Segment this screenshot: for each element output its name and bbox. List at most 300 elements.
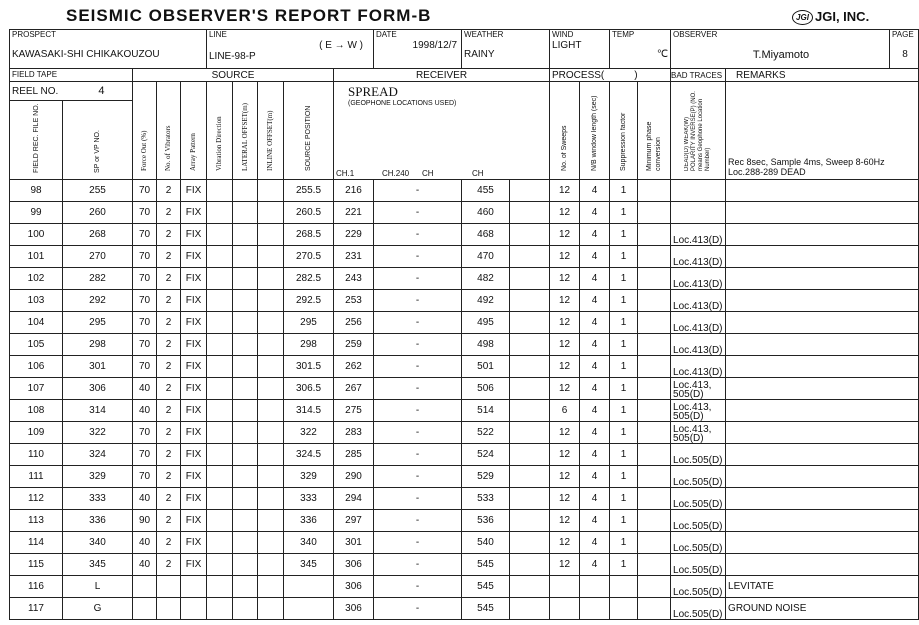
array-cell: FIX	[181, 488, 207, 510]
sweeps-cell: 12	[550, 532, 580, 554]
inline-cell	[258, 466, 284, 488]
temp-cell	[610, 30, 671, 69]
vib-dir-cell	[207, 400, 233, 422]
force-cell: 70	[133, 356, 157, 378]
sweeps-cell: 12	[550, 510, 580, 532]
vibrators-cell: 2	[157, 334, 181, 356]
file-no-cell: 104	[10, 312, 63, 334]
col-force: Force Out (%)	[140, 130, 148, 171]
table-row	[10, 268, 919, 290]
sp-no-cell: 345	[63, 554, 133, 576]
vib-dir-cell	[207, 334, 233, 356]
vib-dir-cell	[207, 202, 233, 224]
min-phase-cell	[638, 554, 671, 576]
table-row	[10, 334, 919, 356]
process-section: PROCESS( )	[550, 69, 671, 82]
array-cell: FIX	[181, 180, 207, 202]
vibrators-cell	[157, 598, 181, 620]
position-cell: 322	[284, 422, 334, 444]
position-cell: 324.5	[284, 444, 334, 466]
weather-cell	[462, 30, 550, 69]
bad-traces-cell: Loc.413(D)	[671, 224, 726, 246]
ch1-cell: 306	[334, 598, 374, 620]
file-no-cell: 106	[10, 356, 63, 378]
table-row	[10, 488, 919, 510]
dash-cell: -	[374, 180, 462, 202]
ch1-cell: 297	[334, 510, 374, 532]
remark-cell	[726, 224, 919, 246]
sweeps-cell	[550, 598, 580, 620]
table-row	[10, 378, 919, 400]
position-cell	[284, 598, 334, 620]
ch240-cell: 468	[462, 224, 510, 246]
suppression-cell: 1	[610, 422, 638, 444]
remark-cell	[726, 268, 919, 290]
array-cell	[181, 598, 207, 620]
lateral-cell	[233, 554, 258, 576]
file-no-cell: 100	[10, 224, 63, 246]
ch1-cell: 253	[334, 290, 374, 312]
lateral-cell	[233, 444, 258, 466]
inline-cell	[258, 576, 284, 598]
sweeps-cell: 12	[550, 202, 580, 224]
force-cell: 40	[133, 400, 157, 422]
lateral-cell	[233, 422, 258, 444]
sp-no-cell: 333	[63, 488, 133, 510]
inline-cell	[258, 202, 284, 224]
ch1-cell: 256	[334, 312, 374, 334]
observer-label: OBSERVER	[673, 30, 718, 39]
array-cell: FIX	[181, 422, 207, 444]
force-cell: 70	[133, 444, 157, 466]
nb-window-cell: 4	[580, 180, 610, 202]
min-phase-cell	[638, 312, 671, 334]
position-cell: 282.5	[284, 268, 334, 290]
inline-cell	[258, 532, 284, 554]
sp-no-cell: 255	[63, 180, 133, 202]
bad-traces-cell	[671, 180, 726, 202]
ch-extra-cell	[510, 532, 550, 554]
sp-no-cell: 260	[63, 202, 133, 224]
suppression-cell: 1	[610, 378, 638, 400]
inline-cell	[258, 224, 284, 246]
table-row	[10, 290, 919, 312]
ch-extra-cell	[510, 224, 550, 246]
force-cell: 70	[133, 246, 157, 268]
remark-cell	[726, 180, 919, 202]
ch1-cell: 229	[334, 224, 374, 246]
dash-cell: -	[374, 488, 462, 510]
nb-window-cell: 4	[580, 246, 610, 268]
bad-traces-cell: Loc.505(D)	[671, 444, 726, 466]
dash-cell: -	[374, 422, 462, 444]
ch1-cell: 306	[334, 554, 374, 576]
bad-traces-cell: Loc.413, 505(D)	[671, 378, 726, 400]
data-rows	[10, 180, 919, 620]
table-row	[10, 510, 919, 532]
suppression-cell: 1	[610, 312, 638, 334]
ch240-cell: 545	[462, 576, 510, 598]
min-phase-cell	[638, 400, 671, 422]
inline-cell	[258, 422, 284, 444]
force-cell: 40	[133, 554, 157, 576]
min-phase-cell	[638, 444, 671, 466]
file-no-cell: 98	[10, 180, 63, 202]
sweeps-cell: 12	[550, 268, 580, 290]
ch240-cell: 545	[462, 598, 510, 620]
vibrators-cell: 2	[157, 290, 181, 312]
nb-window-cell: 4	[580, 532, 610, 554]
nb-window-cell: 4	[580, 202, 610, 224]
lateral-cell	[233, 488, 258, 510]
force-cell: 70	[133, 312, 157, 334]
nb-window-cell: 4	[580, 422, 610, 444]
array-cell: FIX	[181, 378, 207, 400]
array-cell: FIX	[181, 268, 207, 290]
lateral-cell	[233, 334, 258, 356]
remark-cell	[726, 202, 919, 224]
sp-no-cell: 322	[63, 422, 133, 444]
position-cell: 314.5	[284, 400, 334, 422]
vibrators-cell: 2	[157, 268, 181, 290]
ch1-cell: 259	[334, 334, 374, 356]
force-cell: 70	[133, 466, 157, 488]
inline-cell	[258, 334, 284, 356]
array-cell: FIX	[181, 312, 207, 334]
reel-label: REEL NO.	[12, 85, 59, 97]
inline-cell	[258, 246, 284, 268]
inline-cell	[258, 444, 284, 466]
date-value: 1998/12/7	[412, 40, 458, 51]
array-cell: FIX	[181, 334, 207, 356]
array-cell: FIX	[181, 246, 207, 268]
array-cell	[181, 576, 207, 598]
inline-cell	[258, 554, 284, 576]
force-cell: 70	[133, 224, 157, 246]
dash-cell: -	[374, 444, 462, 466]
vibrators-cell: 2	[157, 488, 181, 510]
lateral-cell	[233, 378, 258, 400]
remark-cell	[726, 422, 919, 444]
position-cell: 336	[284, 510, 334, 532]
ch1-cell: 275	[334, 400, 374, 422]
suppression-cell: 1	[610, 510, 638, 532]
ch-extra-cell	[510, 422, 550, 444]
nb-window-cell: 4	[580, 290, 610, 312]
position-cell: 260.5	[284, 202, 334, 224]
bad-traces-cell: Loc.413(D)	[671, 268, 726, 290]
spread-subtitle: (GEOPHONE LOCATIONS USED)	[348, 100, 457, 107]
min-phase-cell	[638, 510, 671, 532]
vibrators-cell: 2	[157, 378, 181, 400]
observer-report-table	[9, 29, 919, 620]
vibrators-cell: 2	[157, 510, 181, 532]
dash-cell: -	[374, 576, 462, 598]
nb-window-cell: 4	[580, 444, 610, 466]
suppression-cell: 1	[610, 356, 638, 378]
vibrators-cell: 2	[157, 466, 181, 488]
ch-extra-cell	[510, 466, 550, 488]
vib-dir-cell	[207, 466, 233, 488]
ch1-cell: 262	[334, 356, 374, 378]
reel-header	[10, 82, 133, 180]
ch240-cell: 514	[462, 400, 510, 422]
spread-title: SPREAD	[348, 84, 398, 99]
ch240-cell: 501	[462, 356, 510, 378]
suppression-cell: 1	[610, 334, 638, 356]
remark-cell	[726, 312, 919, 334]
sweeps-cell: 12	[550, 290, 580, 312]
nb-window-cell	[580, 598, 610, 620]
ch-extra-cell	[510, 510, 550, 532]
vibrators-cell: 2	[157, 312, 181, 334]
nb-window-cell: 4	[580, 224, 610, 246]
file-no-cell: 114	[10, 532, 63, 554]
wind-label: WIND	[552, 30, 574, 39]
sweeps-cell: 12	[550, 334, 580, 356]
table-row	[10, 246, 919, 268]
suppression-cell	[610, 598, 638, 620]
ch-label-b: CH	[472, 169, 484, 178]
remark-cell	[726, 378, 919, 400]
sp-no-cell: L	[63, 576, 133, 598]
force-cell: 70	[133, 202, 157, 224]
ch-extra-cell	[510, 180, 550, 202]
sweeps-cell: 12	[550, 378, 580, 400]
file-no-cell: 112	[10, 488, 63, 510]
remarks-section: REMARKS	[726, 69, 919, 82]
vibrators-cell: 2	[157, 444, 181, 466]
file-no-cell: 105	[10, 334, 63, 356]
ch240-cell: 460	[462, 202, 510, 224]
file-no-cell: 116	[10, 576, 63, 598]
col-min-phase: Minimum phase conversion	[646, 121, 663, 171]
table-row	[10, 180, 919, 202]
vib-dir-cell	[207, 268, 233, 290]
bad-traces-cell: Loc.505(D)	[671, 510, 726, 532]
min-phase-cell	[638, 576, 671, 598]
vib-dir-cell	[207, 246, 233, 268]
sweeps-cell: 12	[550, 466, 580, 488]
temp-unit: ℃	[656, 49, 669, 60]
lateral-cell	[233, 224, 258, 246]
col-nb-window: N/B window length (sec)	[591, 95, 599, 171]
remark-cell: LEVITATE	[726, 576, 919, 598]
lateral-cell	[233, 400, 258, 422]
remark-cell	[726, 246, 919, 268]
array-cell: FIX	[181, 400, 207, 422]
vib-dir-cell	[207, 290, 233, 312]
suppression-cell: 1	[610, 554, 638, 576]
col-force-cell	[133, 82, 157, 180]
remark-cell	[726, 356, 919, 378]
dash-cell: -	[374, 510, 462, 532]
lateral-cell	[233, 312, 258, 334]
sweeps-cell: 12	[550, 180, 580, 202]
weather-label: WEATHER	[464, 30, 504, 39]
nb-window-cell: 4	[580, 488, 610, 510]
vib-dir-cell	[207, 356, 233, 378]
remark-cell	[726, 444, 919, 466]
table-row	[10, 466, 919, 488]
file-no-cell: 108	[10, 400, 63, 422]
ch-extra-cell	[510, 554, 550, 576]
dash-cell: -	[374, 466, 462, 488]
line-cell	[207, 30, 374, 69]
table-row	[10, 576, 919, 598]
remark-cell	[726, 554, 919, 576]
header-remark-cell	[726, 82, 919, 180]
dash-cell: -	[374, 532, 462, 554]
bad-traces-cell: Loc.413(D)	[671, 334, 726, 356]
array-cell: FIX	[181, 444, 207, 466]
array-cell: FIX	[181, 466, 207, 488]
observer-value: T.Miyamoto	[752, 49, 810, 61]
ch240-label: CH.240	[382, 169, 410, 178]
vib-dir-cell	[207, 312, 233, 334]
position-cell: 301.5	[284, 356, 334, 378]
bad-traces-cell: Loc.505(D)	[671, 466, 726, 488]
file-no-cell: 113	[10, 510, 63, 532]
position-cell: 268.5	[284, 224, 334, 246]
vibrators-cell	[157, 576, 181, 598]
ch1-cell: 267	[334, 378, 374, 400]
min-phase-cell	[638, 334, 671, 356]
suppression-cell: 1	[610, 202, 638, 224]
table-row	[10, 400, 919, 422]
position-cell: 333	[284, 488, 334, 510]
sp-no-cell: 314	[63, 400, 133, 422]
table-row	[10, 312, 919, 334]
vib-dir-cell	[207, 532, 233, 554]
date-label: DATE	[376, 30, 397, 39]
remark-cell	[726, 400, 919, 422]
force-cell: 40	[133, 378, 157, 400]
suppression-cell: 1	[610, 532, 638, 554]
inline-cell	[258, 510, 284, 532]
table-row	[10, 532, 919, 554]
page-value: 8	[902, 49, 908, 60]
dash-cell: -	[374, 356, 462, 378]
file-no-cell: 109	[10, 422, 63, 444]
col-vibrators: No. of Vibrators	[164, 124, 172, 171]
bad-traces-cell: Loc.505(D)	[671, 576, 726, 598]
nb-window-cell: 4	[580, 400, 610, 422]
field-tape-section: FIELD TAPE	[10, 69, 133, 82]
nb-window-cell: 4	[580, 356, 610, 378]
position-cell: 295	[284, 312, 334, 334]
nb-window-cell: 4	[580, 268, 610, 290]
spread-header	[334, 82, 550, 180]
position-cell: 255.5	[284, 180, 334, 202]
array-cell: FIX	[181, 202, 207, 224]
lateral-cell	[233, 466, 258, 488]
sp-no-cell: 298	[63, 334, 133, 356]
ch240-cell: 455	[462, 180, 510, 202]
suppression-cell: 1	[610, 246, 638, 268]
min-phase-cell	[638, 224, 671, 246]
lateral-cell	[233, 356, 258, 378]
ch1-cell: 294	[334, 488, 374, 510]
col-file-no: FIELD REC. FILE NO.	[32, 103, 40, 173]
suppression-cell: 1	[610, 290, 638, 312]
ch240-cell: 492	[462, 290, 510, 312]
company-seal-icon: JGI	[792, 10, 813, 25]
dash-cell: -	[374, 268, 462, 290]
ch-extra-cell	[510, 246, 550, 268]
header-remark-line-2: Loc.288-289 DEAD	[728, 167, 806, 177]
vibrators-cell: 2	[157, 532, 181, 554]
bad-traces-cell: Loc.505(D)	[671, 554, 726, 576]
inline-cell	[258, 268, 284, 290]
ch240-cell: 498	[462, 334, 510, 356]
temp-label: TEMP	[612, 30, 635, 39]
source-section: SOURCE	[133, 69, 334, 82]
sp-no-cell: 340	[63, 532, 133, 554]
ch1-cell: 301	[334, 532, 374, 554]
ch-extra-cell	[510, 334, 550, 356]
suppression-cell: 1	[610, 466, 638, 488]
file-no-cell: 102	[10, 268, 63, 290]
ch1-cell: 283	[334, 422, 374, 444]
col-sp-no: SP or VP NO.	[94, 130, 102, 173]
position-cell	[284, 576, 334, 598]
file-no-cell: 101	[10, 246, 63, 268]
remark-cell	[726, 334, 919, 356]
sp-no-cell: 336	[63, 510, 133, 532]
bad-traces-cell: Loc.413(D)	[671, 246, 726, 268]
company-logo	[792, 9, 869, 25]
reel-number: 4	[98, 85, 105, 97]
dash-cell: -	[374, 378, 462, 400]
vibrators-cell: 2	[157, 554, 181, 576]
force-cell: 70	[133, 422, 157, 444]
bad-traces-cell: Loc.413, 505(D)	[671, 422, 726, 444]
min-phase-cell	[638, 290, 671, 312]
prospect-cell	[10, 30, 207, 69]
wind-value: LIGHT	[552, 40, 582, 51]
ch1-cell: 216	[334, 180, 374, 202]
lateral-cell	[233, 532, 258, 554]
date-cell	[374, 30, 462, 69]
ch-extra-cell	[510, 356, 550, 378]
position-cell: 298	[284, 334, 334, 356]
header-remark-line-1: Rec 8sec, Sample 4ms, Sweep 8-60Hz	[728, 157, 885, 167]
inline-cell	[258, 378, 284, 400]
remark-cell	[726, 510, 919, 532]
ch240-cell: 522	[462, 422, 510, 444]
wind-cell	[550, 30, 610, 69]
ch240-cell: 529	[462, 466, 510, 488]
min-phase-cell	[638, 180, 671, 202]
sweeps-cell: 12	[550, 488, 580, 510]
sweeps-cell: 12	[550, 224, 580, 246]
ch240-cell: 540	[462, 532, 510, 554]
ch-label-a: CH	[422, 169, 434, 178]
lateral-cell	[233, 598, 258, 620]
vibrators-cell: 2	[157, 356, 181, 378]
array-cell: FIX	[181, 554, 207, 576]
sp-no-cell: 306	[63, 378, 133, 400]
force-cell: 40	[133, 488, 157, 510]
inline-cell	[258, 488, 284, 510]
ch240-cell: 482	[462, 268, 510, 290]
ch-extra-cell	[510, 378, 550, 400]
weather-value: RAINY	[464, 49, 495, 60]
force-cell: 70	[133, 268, 157, 290]
page-cell	[890, 30, 919, 69]
col-suppression: Suppression factor	[620, 112, 628, 171]
